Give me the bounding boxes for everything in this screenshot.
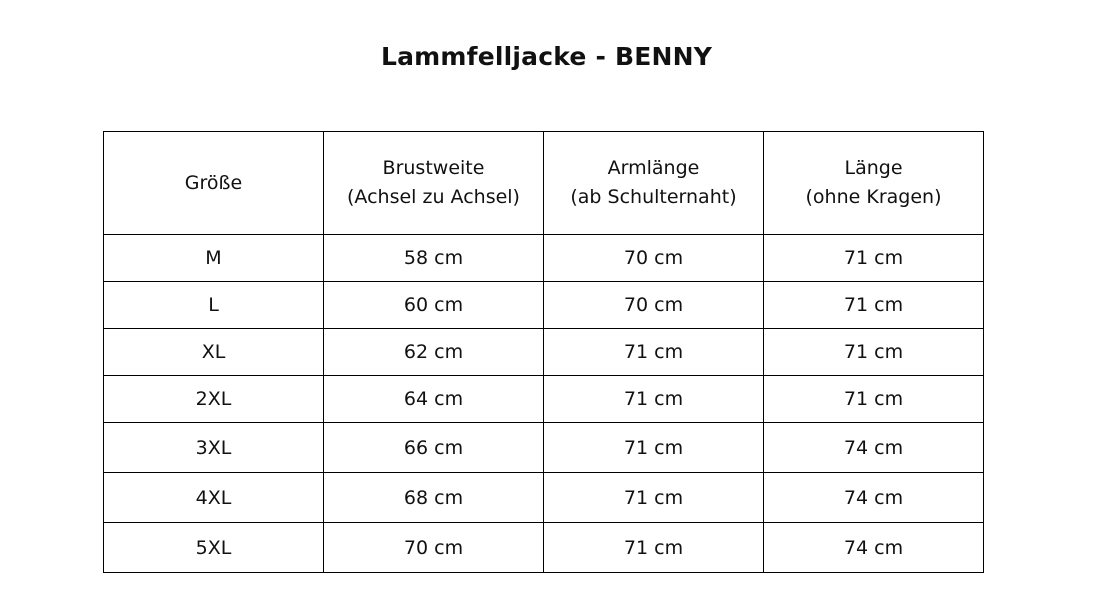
header-chest-width-label: Brustweite xyxy=(382,157,485,179)
header-sleeve-length-note: (ab Schulternaht) xyxy=(570,186,737,208)
cell-chest-width: 64 cm xyxy=(324,376,544,423)
cell-chest-width: 68 cm xyxy=(324,473,544,523)
size-chart-table xyxy=(103,131,984,573)
table-row xyxy=(104,376,984,423)
cell-sleeve-length: 71 cm xyxy=(544,523,764,573)
cell-length: 74 cm xyxy=(764,473,984,523)
header-size-label: Größe xyxy=(184,171,243,194)
cell-length: 74 cm xyxy=(764,523,984,573)
cell-size: 3XL xyxy=(104,423,324,473)
cell-chest-width: 70 cm xyxy=(324,523,544,573)
cell-sleeve-length: 71 cm xyxy=(544,329,764,376)
cell-sleeve-length: 71 cm xyxy=(544,376,764,423)
table-row xyxy=(104,235,984,282)
cell-length: 74 cm xyxy=(764,423,984,473)
header-length xyxy=(764,132,984,235)
cell-chest-width: 60 cm xyxy=(324,282,544,329)
cell-chest-width: 66 cm xyxy=(324,423,544,473)
header-length-label: Länge xyxy=(844,157,903,179)
header-chest-width-note: (Achsel zu Achsel) xyxy=(347,186,520,208)
cell-sleeve-length: 70 cm xyxy=(544,282,764,329)
cell-sleeve-length: 71 cm xyxy=(544,473,764,523)
table-row xyxy=(104,423,984,473)
page-title: Lammfelljacke - BENNY xyxy=(380,42,713,71)
cell-length: 71 cm xyxy=(764,376,984,423)
header-row xyxy=(104,132,984,235)
cell-size: XL xyxy=(104,329,324,376)
cell-sleeve-length: 71 cm xyxy=(544,423,764,473)
table-row xyxy=(104,329,984,376)
table-row xyxy=(104,523,984,573)
cell-size: 5XL xyxy=(104,523,324,573)
table-row xyxy=(104,282,984,329)
table-row xyxy=(104,473,984,523)
cell-length: 71 cm xyxy=(764,235,984,282)
cell-size: L xyxy=(104,282,324,329)
cell-sleeve-length: 70 cm xyxy=(544,235,764,282)
cell-length: 71 cm xyxy=(764,282,984,329)
header-size xyxy=(104,132,324,235)
header-sleeve-length xyxy=(544,132,764,235)
cell-chest-width: 62 cm xyxy=(324,329,544,376)
cell-chest-width: 58 cm xyxy=(324,235,544,282)
cell-size: 2XL xyxy=(104,376,324,423)
header-length-note: (ohne Kragen) xyxy=(805,186,942,208)
header-sleeve-length-label: Armlänge xyxy=(607,157,700,179)
cell-size: M xyxy=(104,235,324,282)
header-chest-width xyxy=(324,132,544,235)
cell-size: 4XL xyxy=(104,473,324,523)
cell-length: 71 cm xyxy=(764,329,984,376)
